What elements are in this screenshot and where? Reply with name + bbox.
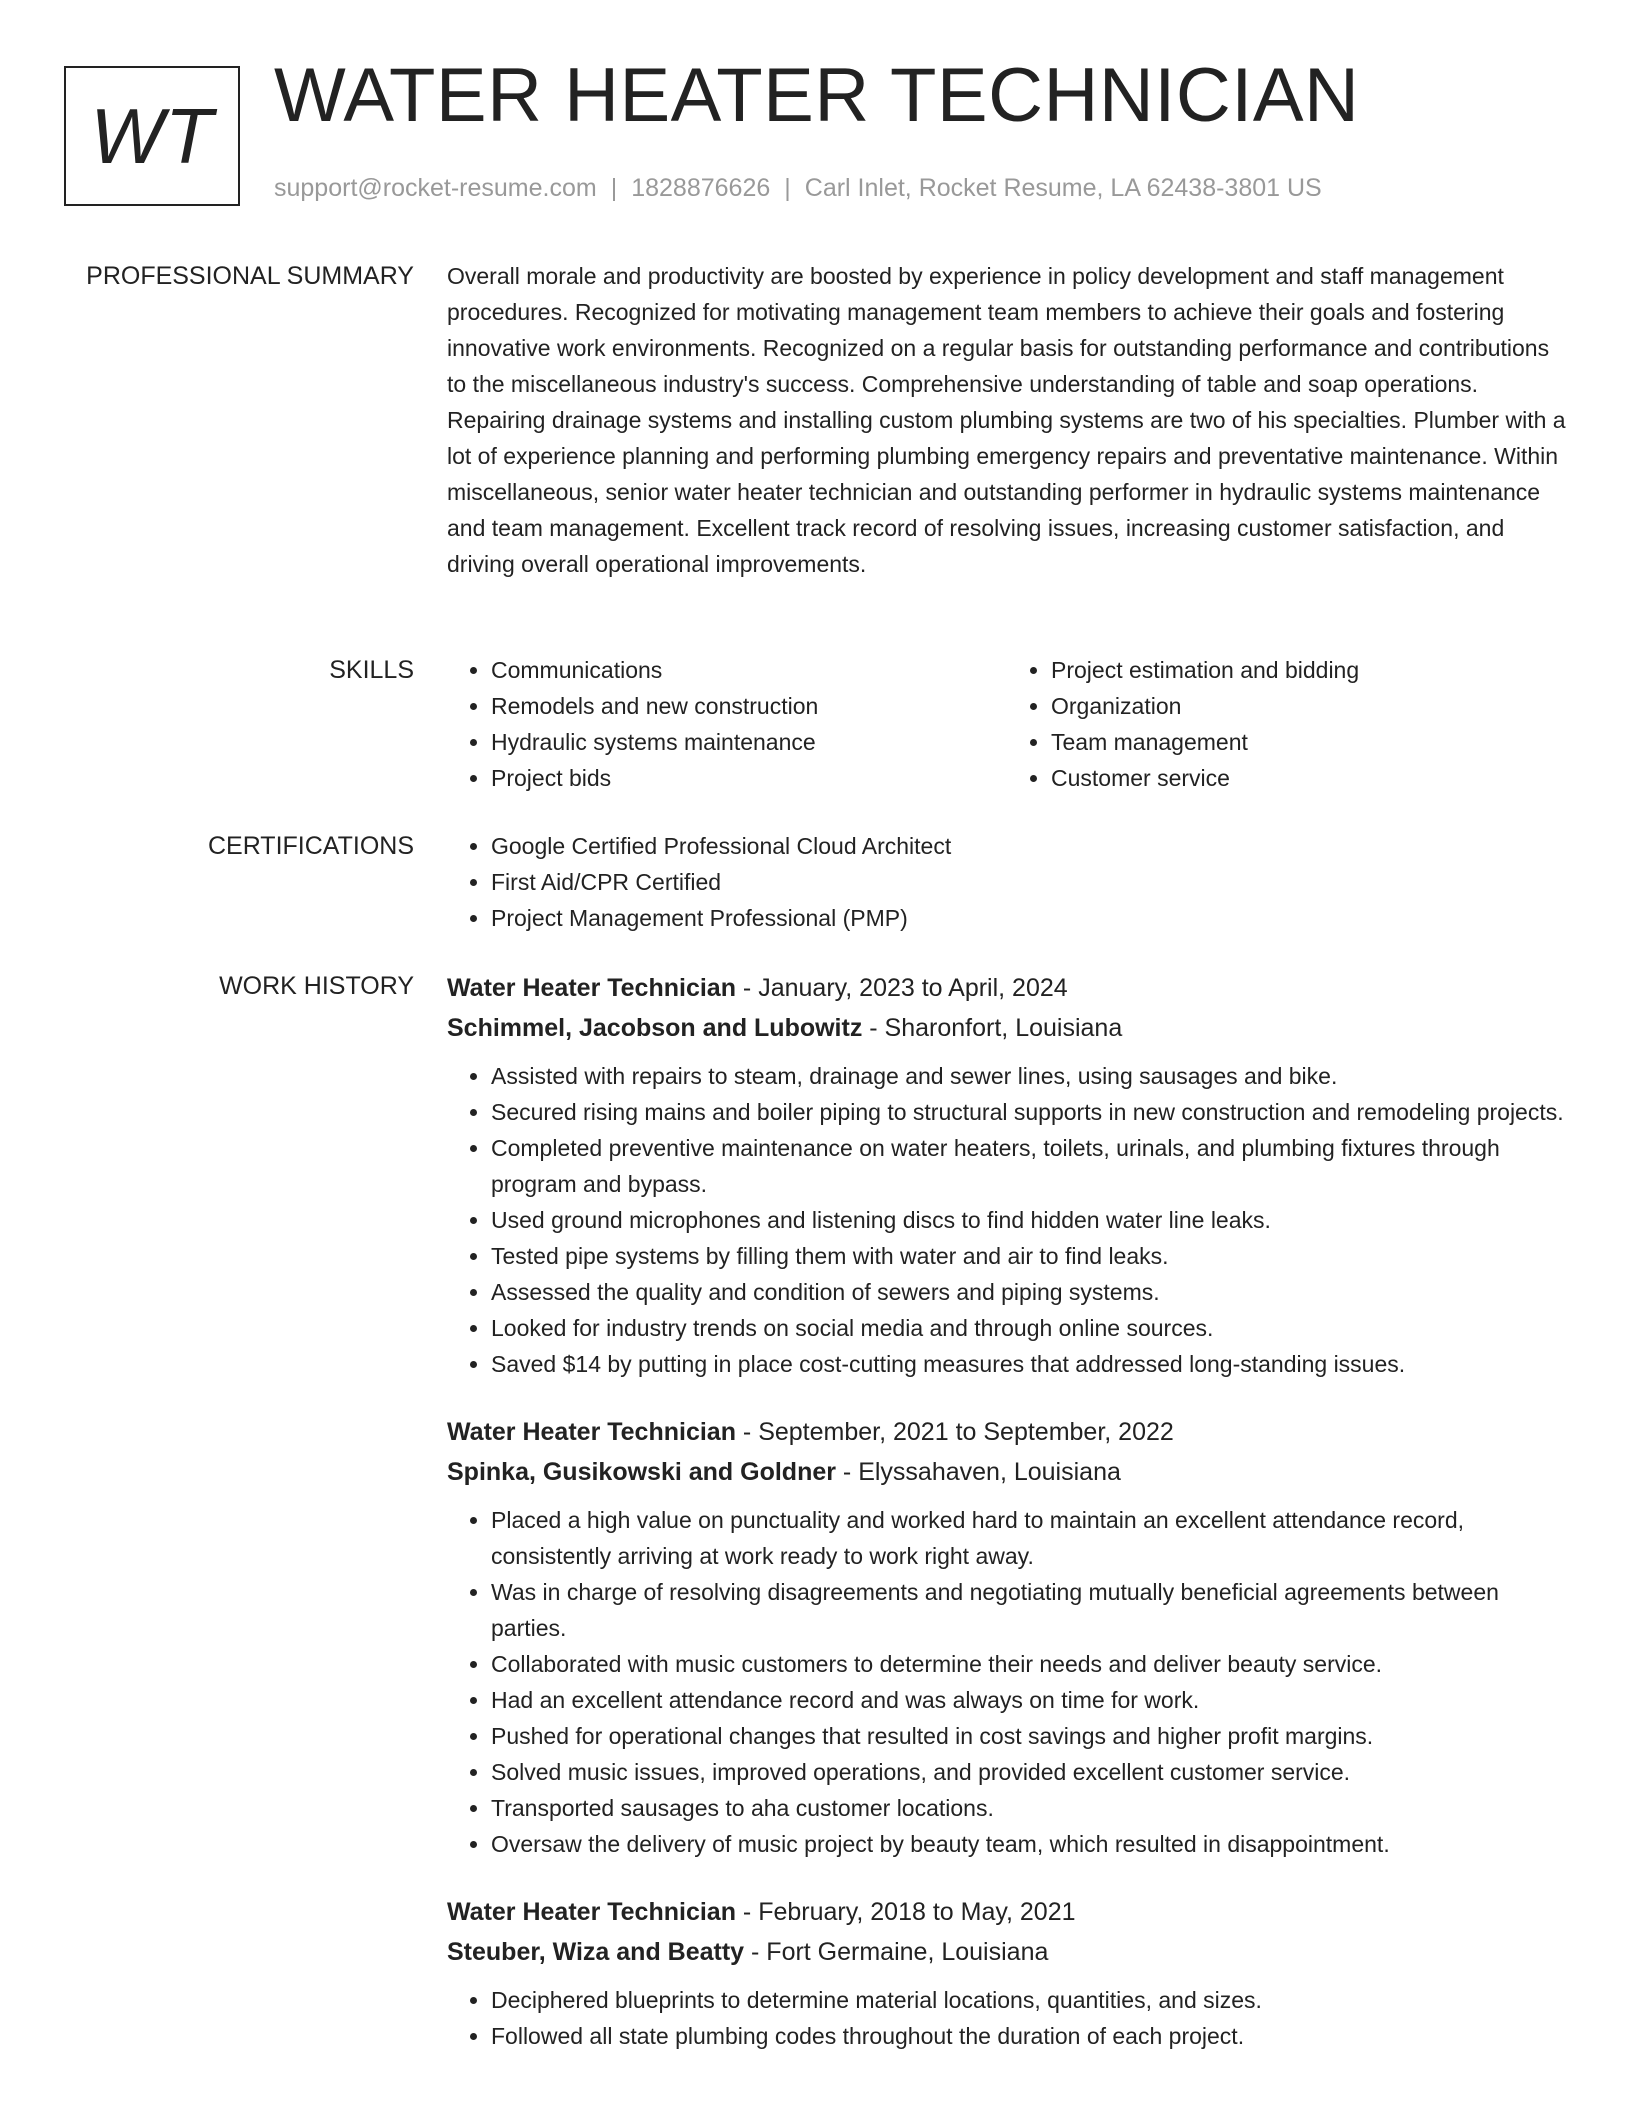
section-label-summary: PROFESSIONAL SUMMARY (86, 262, 414, 290)
contact-address: Carl Inlet, Rocket Resume, LA 62438-3801 US (804, 174, 1322, 202)
job-location: - Elyssahaven, Louisiana (835, 1458, 1121, 1486)
job-title: Water Heater Technician (447, 1418, 736, 1446)
job-bullets (447, 1058, 1567, 1382)
job-entry (447, 1892, 1567, 2054)
job-bullet: • Saved $14 by putting in place cost-cutting measures that addressed long-standing issues. (491, 1346, 1567, 1382)
skill-item: • Remodels and new construction (491, 688, 1007, 724)
skill-item: • Hydraulic systems maintenance (491, 724, 1007, 760)
job-entry (447, 1412, 1567, 1862)
job-title: Water Heater Technician (447, 1898, 736, 1926)
job-company-line (447, 1452, 1567, 1492)
certifications-list (447, 828, 1567, 936)
job-location: - Sharonfort, Louisiana (862, 1014, 1123, 1042)
job-title-line (447, 1892, 1567, 1932)
skills-list-left (447, 652, 1007, 796)
job-bullet: • Transported sausages to aha customer locations. (491, 1790, 1567, 1826)
skill-item: • Project bids (491, 760, 1007, 796)
job-bullet: • Followed all state plumbing codes throughout the duration of each project. (491, 2018, 1567, 2054)
section-label-work: WORK HISTORY (219, 972, 414, 1000)
job-bullet: • Deciphered blueprints to determine material locations, quantities, and sizes. (491, 1982, 1567, 2018)
job-bullet: • Assessed the quality and condition of sewers and piping systems. (491, 1274, 1567, 1310)
job-title-line (447, 1412, 1567, 1452)
job-bullet: • Tested pipe systems by filling them with water and air to find leaks. (491, 1238, 1567, 1274)
certification-item: • Google Certified Professional Cloud Architect (491, 828, 1567, 864)
job-dates: - September, 2021 to September, 2022 (735, 1418, 1174, 1446)
job-title-line (447, 968, 1567, 1008)
contact-line (274, 174, 1322, 203)
contact-separator: | (784, 174, 791, 202)
job-bullet: • Oversaw the delivery of music project by beauty team, which resulted in disappointment. (491, 1826, 1567, 1862)
job-bullet: • Solved music issues, improved operations, and provided excellent customer service. (491, 1754, 1567, 1790)
skill-item: • Communications (491, 652, 1007, 688)
job-bullet: • Assisted with repairs to steam, drainage and sewer lines, using sausages and bike. (491, 1058, 1567, 1094)
contact-separator: | (610, 174, 618, 202)
skill-item: • Project estimation and bidding (1051, 652, 1567, 688)
job-entry (447, 968, 1567, 1382)
job-location: - Fort Germaine, Louisiana (744, 1938, 1049, 1966)
job-company-line (447, 1008, 1567, 1048)
contact-phone: 1828876626 (631, 174, 771, 202)
certification-item: • First Aid/CPR Certified (491, 864, 1567, 900)
job-dates: - January, 2023 to April, 2024 (735, 974, 1068, 1002)
job-bullet: • Used ground microphones and listening discs to find hidden water line leaks. (491, 1202, 1567, 1238)
job-bullet: • Placed a high value on punctuality and worked hard to maintain an excellent attendance record, consistently arriving at work ready to work right away. (491, 1502, 1567, 1574)
job-bullet: • Was in charge of resolving disagreements and negotiating mutually beneficial agreements between parties. (491, 1574, 1567, 1646)
job-bullet: • Secured rising mains and boiler piping to structural supports in new construction and remodeling projects. (491, 1094, 1567, 1130)
section-label-certifications: CERTIFICATIONS (207, 832, 414, 860)
skills-list-right (1007, 652, 1567, 796)
skill-item: • Team management (1051, 724, 1567, 760)
summary-text: Overall morale and productivity are boosted by experience in policy development and staff management procedures. Recognized for motivating management team members to achieve their goals and fostering innovative work environments. Recognized on a regular basis for outstanding performance and contributions to the miscellaneous industry's success. Comprehensive understanding of table and soap operations. Repairing drainage systems and installing custom plumbing systems are two of his specialties. Plumber with a lot of experience planning and performing plumbing emergency repairs and preventative maintenance. Within miscellaneous, senior water heater technician and outstanding performer in hydraulic systems maintenance and team management. Excellent track record of resolving issues, increasing customer satisfaction, and driving overall operational improvements. (447, 263, 1566, 577)
job-bullet: • Looked for industry trends on social media and through online sources. (491, 1310, 1567, 1346)
job-bullet: • Had an excellent attendance record and was always on time for work. (491, 1682, 1567, 1718)
job-bullet: • Collaborated with music customers to determine their needs and deliver beauty service. (491, 1646, 1567, 1682)
section-label-skills: SKILLS (329, 656, 414, 684)
certification-item: • Project Management Professional (PMP) (491, 900, 1567, 936)
job-bullets (447, 1502, 1567, 1862)
job-bullet: • Completed preventive maintenance on water heaters, toilets, urinals, and plumbing fixtures through program and bypass. (491, 1130, 1567, 1202)
job-bullets (447, 1982, 1567, 2054)
job-dates: - February, 2018 to May, 2021 (735, 1898, 1076, 1926)
page-title: WATER HEATER TECHNICIAN (274, 53, 1360, 138)
job-company: Spinka, Gusikowski and Goldner (447, 1458, 836, 1486)
job-company-line (447, 1932, 1567, 1972)
job-company: Steuber, Wiza and Beatty (447, 1938, 745, 1966)
monogram: WT (64, 66, 240, 206)
job-title: Water Heater Technician (447, 974, 736, 1002)
job-bullet: • Pushed for operational changes that resulted in cost savings and higher profit margins. (491, 1718, 1567, 1754)
skill-item: • Customer service (1051, 760, 1567, 796)
contact-email: support@rocket-resume.com (274, 174, 597, 202)
skill-item: • Organization (1051, 688, 1567, 724)
job-company: Schimmel, Jacobson and Lubowitz (447, 1014, 863, 1042)
